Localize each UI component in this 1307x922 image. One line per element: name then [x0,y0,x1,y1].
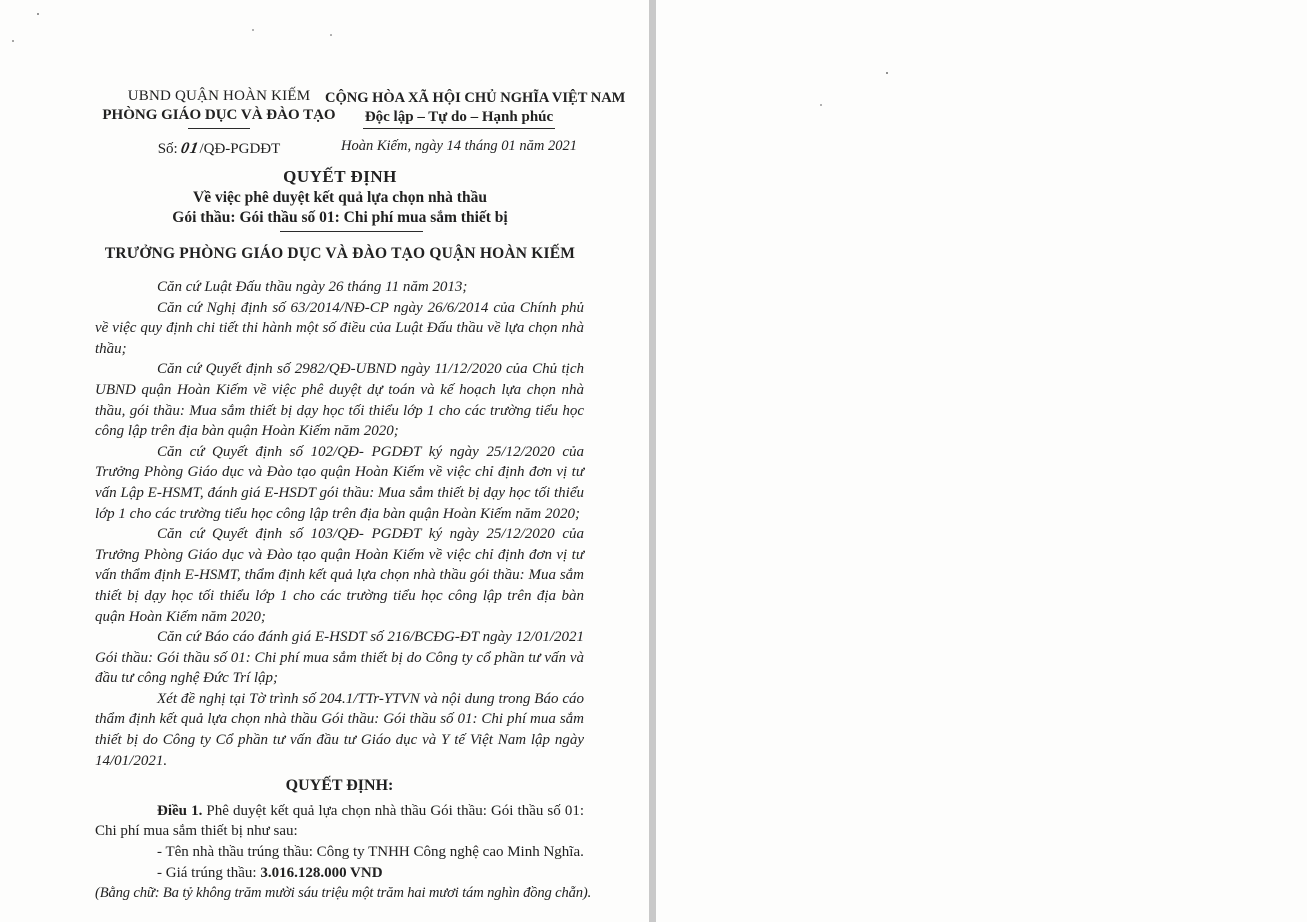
recitals-list [95,277,584,771]
agency-parent: UBND QUẬN HOÀN KIẾM [127,88,311,104]
winning-price-amount: 3.016.128.000 VND [260,864,383,881]
recital-paragraph: Căn cứ Nghị định số 63/2014/NĐ-CP ngày 26/6/2014 của Chính phủ về việc quy định chi tiết thi hành một số điều của Luật Đấu thầu về lựa chọn nhà thầu; [95,299,584,357]
national-title: CỘNG HÒA XÃ HỘI CHỦ NGHĨA VIỆT NAM [325,90,626,106]
document-page-1 [0,0,649,922]
document-number-handwritten: 01 [180,140,202,157]
national-motto: Độc lập – Tự do – Hạnh phúc [363,108,555,129]
page1-body [95,277,592,904]
document-title: QUYẾT ĐỊNH [283,167,397,186]
document-title-block [95,167,585,232]
title-rule [280,231,423,232]
winning-price-prefix: - Giá trúng thầu: [157,864,261,881]
recital-paragraph: Căn cứ Quyết định số 2982/QĐ-UBND ngày 11/12/2020 của Chủ tịch UBND quận Hoàn Kiếm về việc phê duyệt dự toán và kế hoạch lựa chọn nhà thầu, gói thầu: Mua sắm thiết bị dạy học tối thiểu lớp 1 cho các trường tiểu học công lập trên địa bàn quận Hoàn Kiếm năm 2020; [95,361,584,440]
winning-bidder-line: - Tên nhà thầu trúng thầu: Công ty TNHH Công nghệ cao Minh Nghĩa. [157,844,584,861]
scan-speck [330,34,332,36]
recital-paragraph: Xét đề nghị tại Tờ trình số 204.1/TTr-YTVN và nội dung trong Báo cáo thẩm định kết quả lựa chọn nhà thầu Gói thầu: Gói thầu số 01: Chi phí mua sắm thiết bị do Công ty Cổ phần tư vấn đầu tư Giáo dục và Y tế Việt Nam lập ngày 14/01/2021. [95,690,584,769]
document-number-suffix: /QĐ-PGDĐT [199,141,281,157]
issuing-authority-heading: TRƯỞNG PHÒNG GIÁO DỤC VÀ ĐÀO TẠO QUẬN HOÀN KIẾM [104,245,576,262]
scan-speck [37,13,39,15]
recital-paragraph: Căn cứ Quyết định số 102/QĐ- PGDĐT ký ngày 25/12/2020 của Trưởng Phòng Giáo dục và Đào tạo quận Hoàn Kiếm về việc chỉ định đơn vị tư vấn Lập E-HSMT, đánh giá E-HSDT gói thầu: Mua sắm thiết bị dạy học tối thiểu lớp 1 cho các trường tiểu học công lập trên địa bàn quận Hoàn Kiếm năm 2020; [95,443,584,522]
recital-paragraph: Căn cứ Quyết định số 103/QĐ- PGDĐT ký ngày 25/12/2020 của Trưởng Phòng Giáo dục và Đào tạo quận Hoàn Kiếm về việc chỉ định đơn vị tư vấn thẩm định E-HSMT, thẩm định kết quả lựa chọn nhà thầu gói thầu: Mua sắm thiết bị dạy học tối thiểu lớp 1 cho các trường tiểu học công lập trên địa bàn quận Hoàn Kiếm năm 2020; [95,526,584,625]
scan-speck [12,40,14,42]
article-1-label: Điều 1. [157,802,203,819]
page-divider [649,0,656,922]
recital-paragraph: Căn cứ Luật Đấu thầu ngày 26 tháng 11 năm 2013; [157,279,468,295]
recital-paragraph: Căn cứ Báo cáo đánh giá E-HSDT số 216/BCĐG-ĐT ngày 12/01/2021 Gói thầu: Gói thầu số 01: Chi phí mua sắm thiết bị do Công ty cổ phần tư vấn và đầu tư công nghệ Đức Trí lập; [95,629,584,687]
place-date-line: Hoàn Kiếm, ngày 14 tháng 01 năm 2021 [340,138,577,154]
document-subtitle-2: Gói thầu: Gói thầu số 01: Chi phí mua sắm thiết bị [172,209,508,226]
amount-in-words: (Bằng chữ: Ba tỷ không trăm mười sáu triệu một trăm hai mươi tám nghìn đồng chẵn). [95,885,592,902]
article-1 [95,801,584,842]
winning-price-line [95,863,584,884]
document-subtitle-1: Về việc phê duyệt kết quả lựa chọn nhà thầu [193,189,487,206]
scan-speck [886,72,888,74]
article-1-text: Phê duyệt kết quả lựa chọn nhà thầu Gói thầu: Gói thầu số 01: Chi phí mua sắm thiết bị như sau: [95,802,585,840]
decision-heading: QUYẾT ĐỊNH: [285,777,394,795]
scan-speck [820,104,822,106]
document-number-prefix: Số: [157,141,182,157]
agency-rule [188,128,250,129]
document-number-line [95,140,343,158]
scan-speck [252,29,254,31]
agency-name: PHÒNG GIÁO DỤC VÀ ĐÀO TẠO [102,107,336,123]
document-page-2 [656,0,1307,922]
national-motto-block [325,90,626,155]
issuing-agency-block [95,88,343,158]
